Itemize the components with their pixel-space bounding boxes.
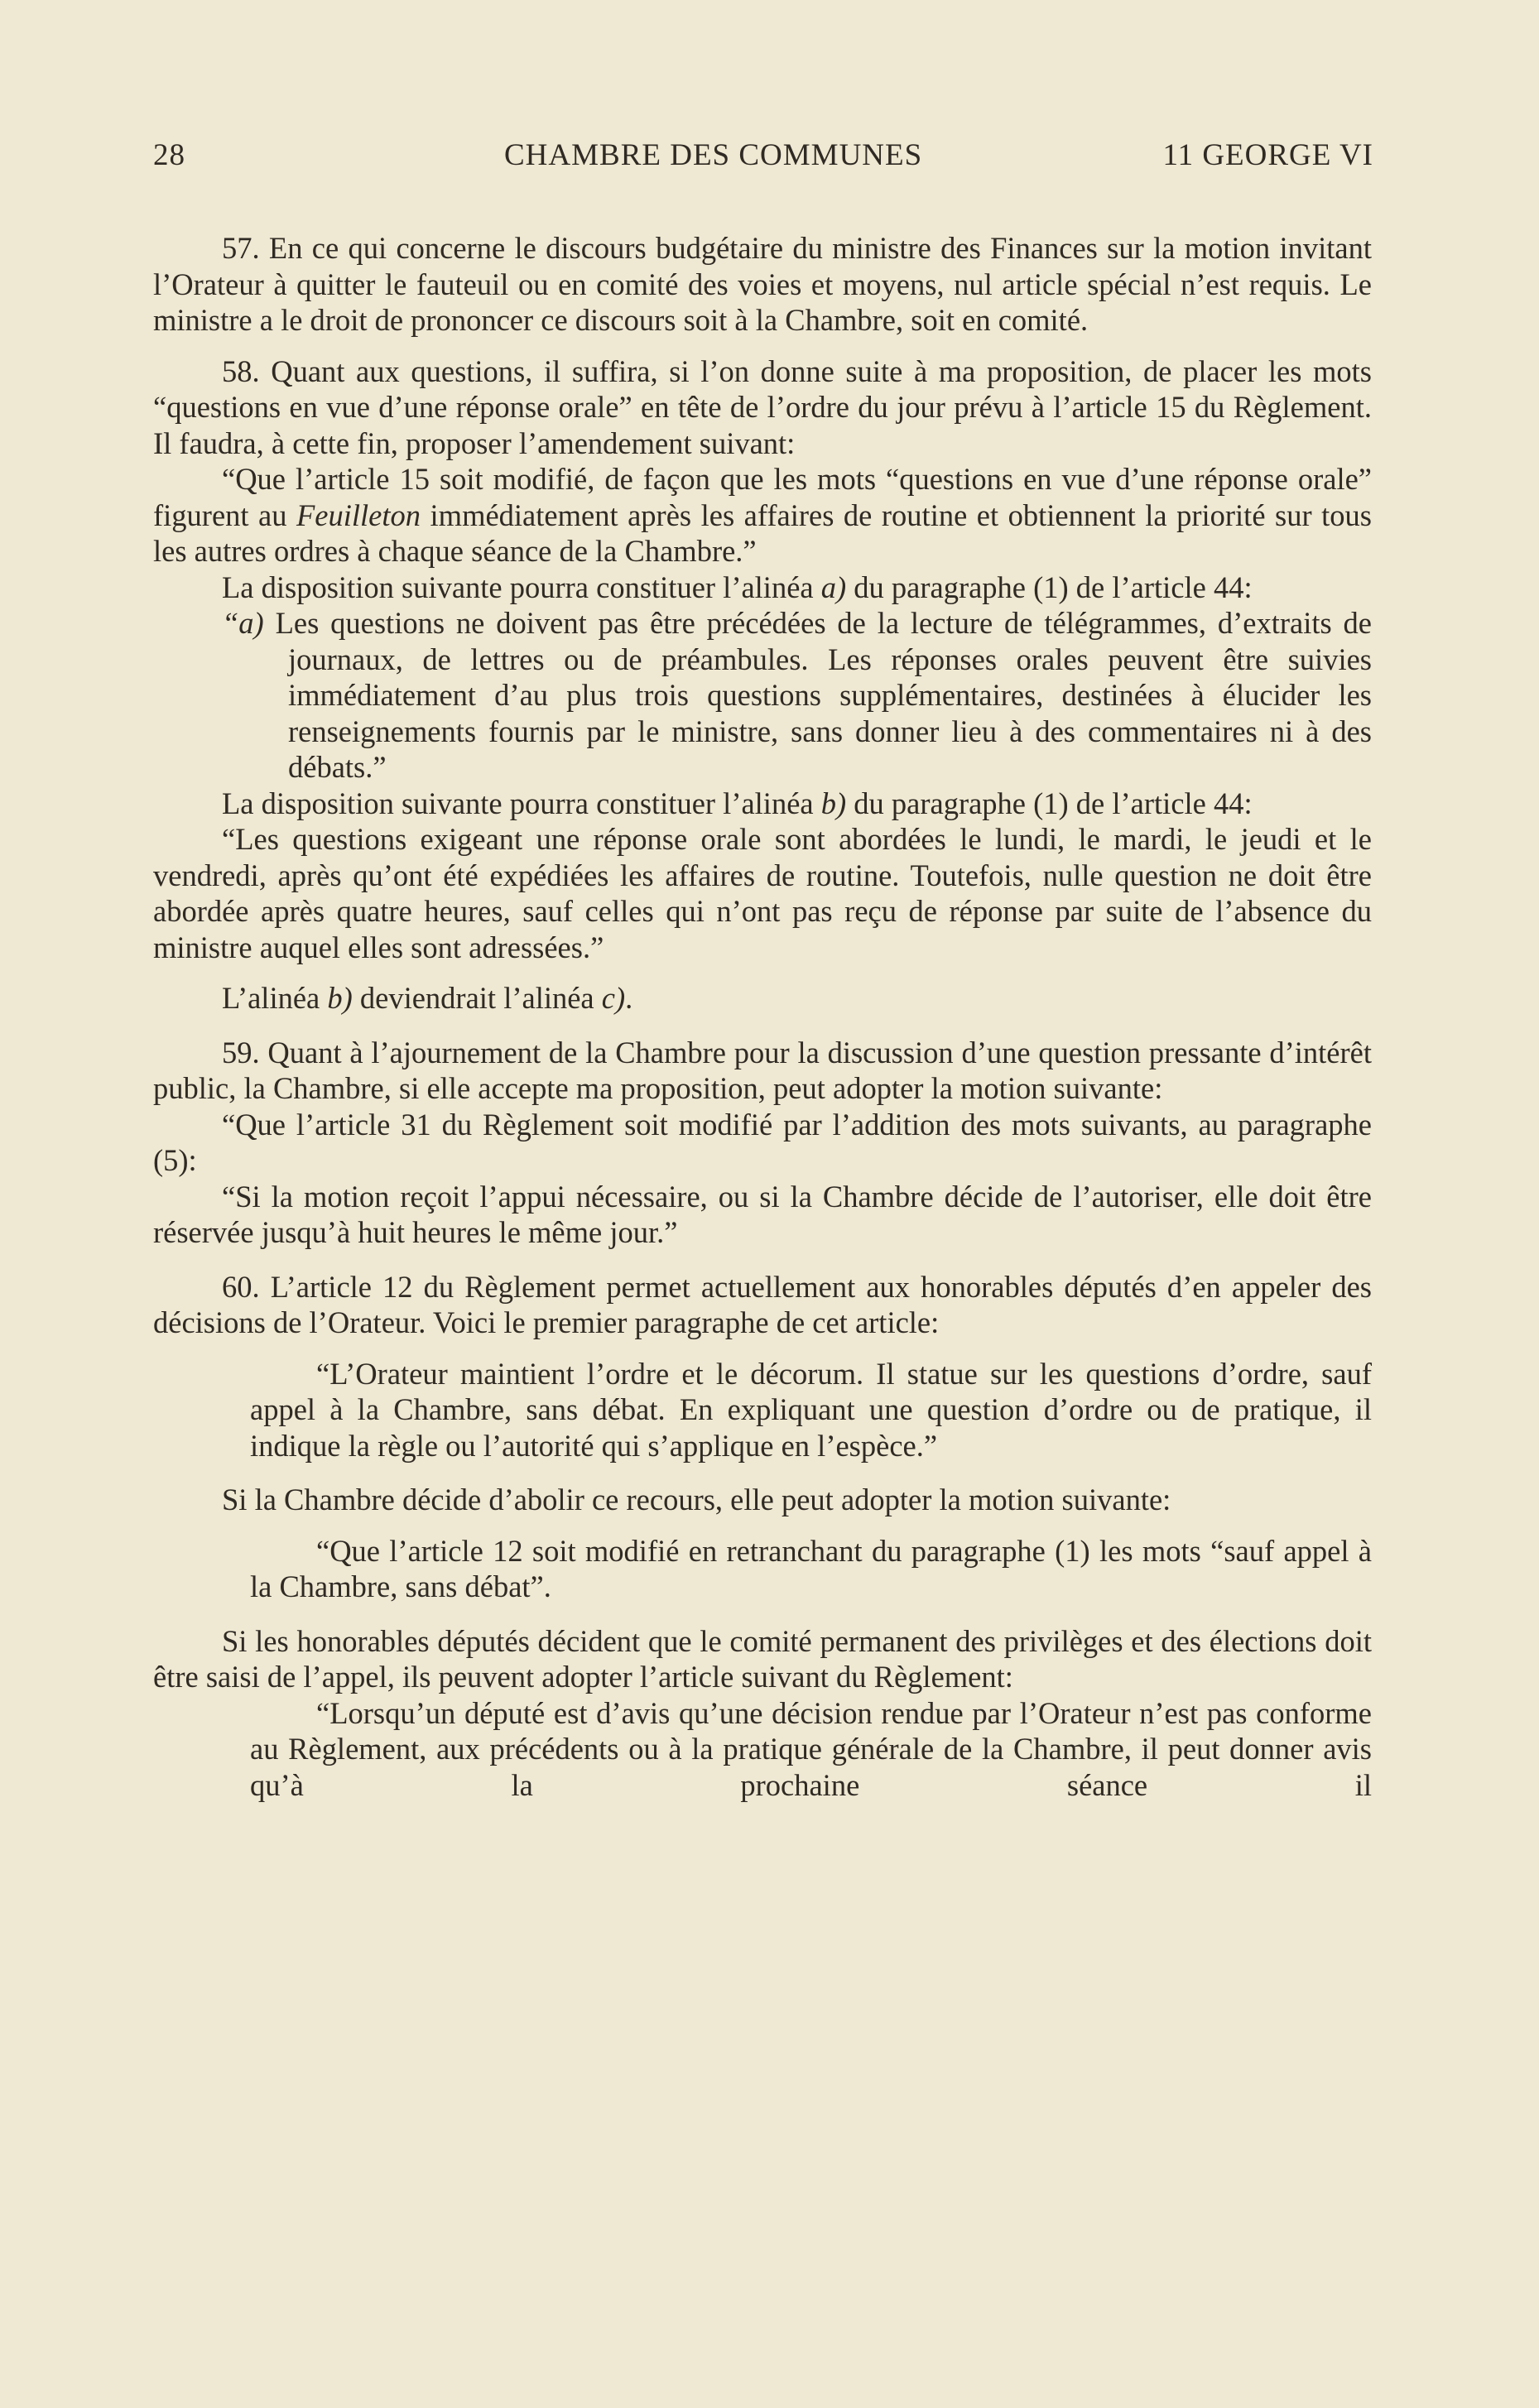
disposition-b-text-end: du paragraphe (1) de l’article 44: [846, 786, 1253, 820]
quote-deputy-opinion: “Lorsqu’un député est d’avis qu’une décision rendue par l’Orateur n’est pas conforme au Règlement, aux précédents ou à la pratique générale de la Chambre, il peut donner avis qu’à la prochaine séance il [250, 1695, 1372, 1802]
paragraph-committee: Si les honorables députés décident que le comité permanent des privilèges et des élections doit être saisi de l’appel, ils peuvent adopter l’article suivant du Règlement: [153, 1623, 1372, 1694]
disposition-a-text: La disposition suivante pourra constituer l’alinéa [222, 570, 821, 604]
paragraph-57: 57. En ce qui concerne le discours budgétaire du ministre des Finances sur la motion invitant l’Orateur à quitter le fauteuil ou en comité des voies et moyens, nul article spécial n’est requis. Le ministre a le droit de prononcer ce discours soit à la Chambre, soit en comité. [153, 231, 1372, 337]
paragraph-60: 60. L’article 12 du Règlement permet actuellement aux honorables députés d’en appeler des décisions de l’Orateur. Voici le premier paragraphe de cet article: [153, 1269, 1372, 1339]
body-text [153, 230, 1372, 1803]
paragraph-abolish: Si la Chambre décide d’abolir ce recours, elle peut adopter la motion suivante: [222, 1483, 1171, 1516]
disposition-a-text-end: du paragraphe (1) de l’article 44: [846, 570, 1253, 604]
disposition-b-intro [153, 786, 1372, 822]
alinea-text-end: . [625, 981, 633, 1015]
alinea-b: b) [327, 981, 353, 1015]
disposition-a-letter: a) [820, 570, 847, 604]
paragraph-59: 59. Quant à l’ajournement de la Chambre pour la discussion d’une question pressante d’intérêt public, la Chambre, si elle accepte ma proposition, peut adopter la motion suivante: [153, 1035, 1372, 1105]
alinea-renumber [153, 980, 1372, 1017]
disposition-b-letter: b) [820, 786, 847, 820]
item-a-label: “a) [222, 606, 264, 640]
item-a-text: Les questions ne doivent pas être précédées de la lecture de télégrammes, d’extraits de journaux, de lettres ou de préambules. Les réponses orales peuvent être suivies immédiatement d’au plus trois questions supplémentaires, destinées à élucider les renseignements fournis par le ministre, sans donner lieu à des commentaires ni à des débats.” [263, 606, 1372, 784]
quote-orateur-order: “L’Orateur maintient l’ordre et le décorum. Il statue sur les questions d’ordre, sauf appel à la Chambre, sans débat. En expliquant une question d’ordre ou de pratique, il indique la règle ou l’autorité qui s’applique en l’espèce.” [250, 1356, 1372, 1463]
alinea-text: L’alinéa [222, 981, 328, 1015]
feuilleton-word: Feuilleton [296, 497, 421, 532]
alinea-c: c) [601, 981, 626, 1015]
item-a [153, 605, 1372, 786]
paragraph-58: 58. Quant aux questions, il suffira, si l’on donne suite à ma proposition, de placer les mots “questions en vue d’une réponse orale” en tête de l’ordre du jour prévu à l’article 15 du Règlement. Il faudra, à cette fin, proposer l’amendement suivant: [153, 353, 1372, 460]
quote-article-15-part2: immédiatement après les affaires de routine et obtiennent la priorité sur tous les autres ordres à chaque séance de la Chambre.” [153, 497, 1372, 568]
quote-article-12: “Que l’article 12 soit modifié en retranchant du paragraphe (1) les mots “sauf appel à la Chambre, sans débat”. [250, 1533, 1372, 1603]
disposition-a-intro [153, 570, 1372, 606]
alinea-text-mid: deviendrait l’alinéa [352, 981, 602, 1015]
quote-motion-support: “Si la motion reçoit l’appui nécessaire, ou si la Chambre décide de l’autoriser, elle doit être réservée jusqu’à huit heures le même jour.” [153, 1179, 1372, 1249]
running-title: CHAMBRE DES COMMUNES [504, 138, 923, 172]
disposition-b-text: La disposition suivante pourra constituer l’alinéa [222, 786, 821, 820]
quote-article-15-part1: “Que l’article 15 soit modifié, de façon que les mots “questions en vue d’une réponse orale” figurent au [153, 462, 1372, 532]
regnal-year: 11 GEORGE VI [1162, 138, 1373, 172]
page-number: 28 [153, 138, 185, 172]
quote-article-31: “Que l’article 31 du Règlement soit modifié par l’addition des mots suivants, au paragraphe (5): [153, 1107, 1372, 1177]
quote-article-15 [153, 461, 1372, 570]
quote-oral-questions: “Les questions exigeant une réponse orale sont abordées le lundi, le mardi, le jeudi et le vendredi, après qu’ont été expédiées les affaires de routine. Toutefois, nulle question ne doit être abordée après quatre heures, sauf celles qui n’ont pas reçu de réponse par suite de l’absence du ministre auquel elles sont adressées.” [153, 822, 1372, 964]
page-header [153, 137, 1373, 187]
